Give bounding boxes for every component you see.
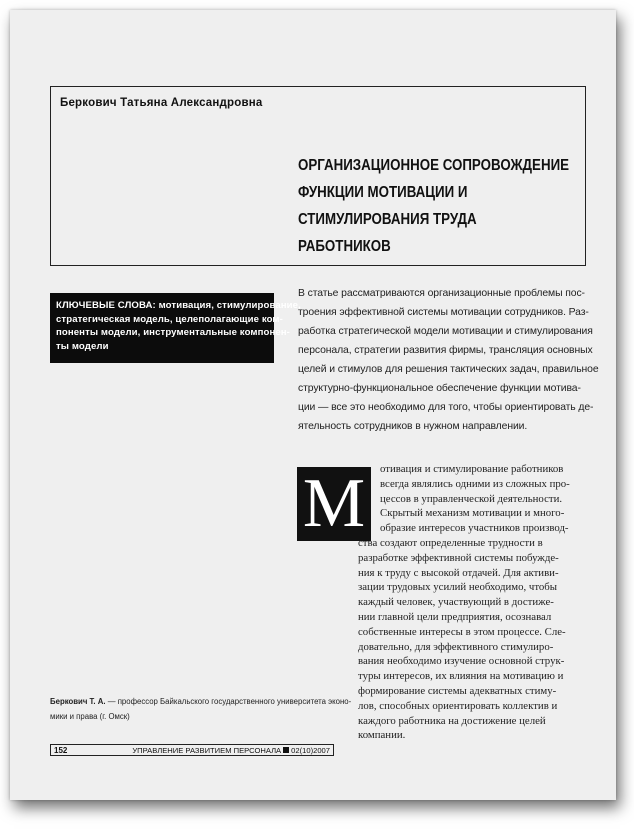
body-line: Скрытый механизм мотивации и много- bbox=[380, 507, 565, 520]
body-line: довательно, для эффективного стимулиро- bbox=[358, 640, 554, 653]
journal-name: УПРАВЛЕНИЕ РАЗВИТИЕМ ПЕРСОНАЛА bbox=[132, 746, 282, 755]
abstract bbox=[298, 284, 599, 436]
body-line: разработке эффективной системы побужде- bbox=[358, 551, 559, 564]
body-line: каждого работника на достижение целей bbox=[358, 714, 546, 727]
body-text bbox=[358, 536, 566, 743]
body-line: зации трудовых усилий необходимо, чтобы bbox=[358, 581, 558, 594]
footnote-line: мики и права (г. Омск) bbox=[50, 712, 130, 721]
body-line: ства создают определенные трудности в bbox=[358, 537, 543, 549]
author-footnote bbox=[50, 694, 350, 724]
page-footer bbox=[50, 744, 334, 756]
title-line: ФУНКЦИИ МОТИВАЦИИ И bbox=[298, 184, 468, 201]
keywords-line: ты модели bbox=[56, 340, 109, 352]
abstract-line: работка стратегической модели мотивации и стимулирования bbox=[298, 326, 593, 337]
abstract-line: троения эффективной системы мотивации сотрудников. Раз- bbox=[298, 307, 589, 318]
body-line: каждый человек, участвующий в достиже- bbox=[358, 596, 554, 609]
abstract-line: ции — все это необходимо для того, чтобы ориентировать де- bbox=[298, 402, 594, 413]
footnote-text: — профессор Байкальского государственного университета эконо- bbox=[105, 697, 352, 706]
keywords-box bbox=[50, 293, 301, 363]
footnote-author: Беркович Т. А. bbox=[50, 697, 106, 706]
article-title bbox=[298, 152, 570, 260]
body-line: цессов в управленческой деятельности. bbox=[380, 492, 563, 505]
keywords-line: КЛЮЧЕВЫЕ СЛОВА: мотивация, стимулирование, bbox=[56, 300, 301, 311]
body-line: всегда являлись одними из сложных про- bbox=[380, 477, 570, 490]
body-text-beside-dropcap bbox=[380, 462, 570, 536]
title-line: СТИМУЛИРОВАНИЯ ТРУДА bbox=[298, 211, 477, 228]
title-line: ОРГАНИЗАЦИОННОЕ СОПРОВОЖДЕНИЕ bbox=[298, 157, 570, 174]
body-line: образие интересов участников производ- bbox=[380, 522, 569, 535]
abstract-line: целей и стимулов для решения тактических задач, правильное bbox=[298, 364, 599, 375]
abstract-line: В статье рассматриваются организационные проблемы пос- bbox=[298, 288, 585, 299]
abstract-line: ятельность сотрудников в нужном направлении. bbox=[298, 421, 528, 432]
body-line: собственные интересы в этом процессе. Сле- bbox=[358, 625, 566, 638]
body-line: формирование системы адекватных стиму- bbox=[358, 684, 557, 697]
body-line: туры интересов, их влияния на мотивацию и bbox=[358, 670, 564, 683]
square-bullet-icon bbox=[283, 747, 289, 753]
body-line: лов, способных ориентировать коллектив и bbox=[358, 699, 558, 712]
abstract-line: персонала, стратегии развития фирмы, трансляция основных bbox=[298, 345, 593, 356]
author-name: Беркович Татьяна Александровна bbox=[60, 97, 263, 109]
body-line: компании. bbox=[358, 729, 406, 742]
body-line: ния к труду с высокой отдачей. Для активи- bbox=[358, 566, 559, 579]
footnote-line bbox=[50, 694, 350, 709]
drop-cap: М bbox=[297, 467, 371, 541]
abstract-line: структурно-функциональное обеспечение функции мотива- bbox=[298, 383, 581, 394]
body-line: отивация и стимулирование работников bbox=[380, 463, 564, 475]
page-number: 152 bbox=[54, 746, 68, 755]
body-line: нии главной цели предприятия, осознавал bbox=[358, 610, 552, 623]
title-line: РАБОТНИКОВ bbox=[298, 238, 391, 255]
journal-issue: 02(10)2007 bbox=[291, 746, 330, 755]
keywords-line: стратегическая модель, целеполагающие ком- bbox=[56, 313, 283, 325]
body-line: вания необходимо изучение основной струк- bbox=[358, 655, 565, 668]
journal-info bbox=[132, 745, 330, 756]
keywords-line: поненты модели, инструментальные компонен- bbox=[56, 327, 290, 339]
